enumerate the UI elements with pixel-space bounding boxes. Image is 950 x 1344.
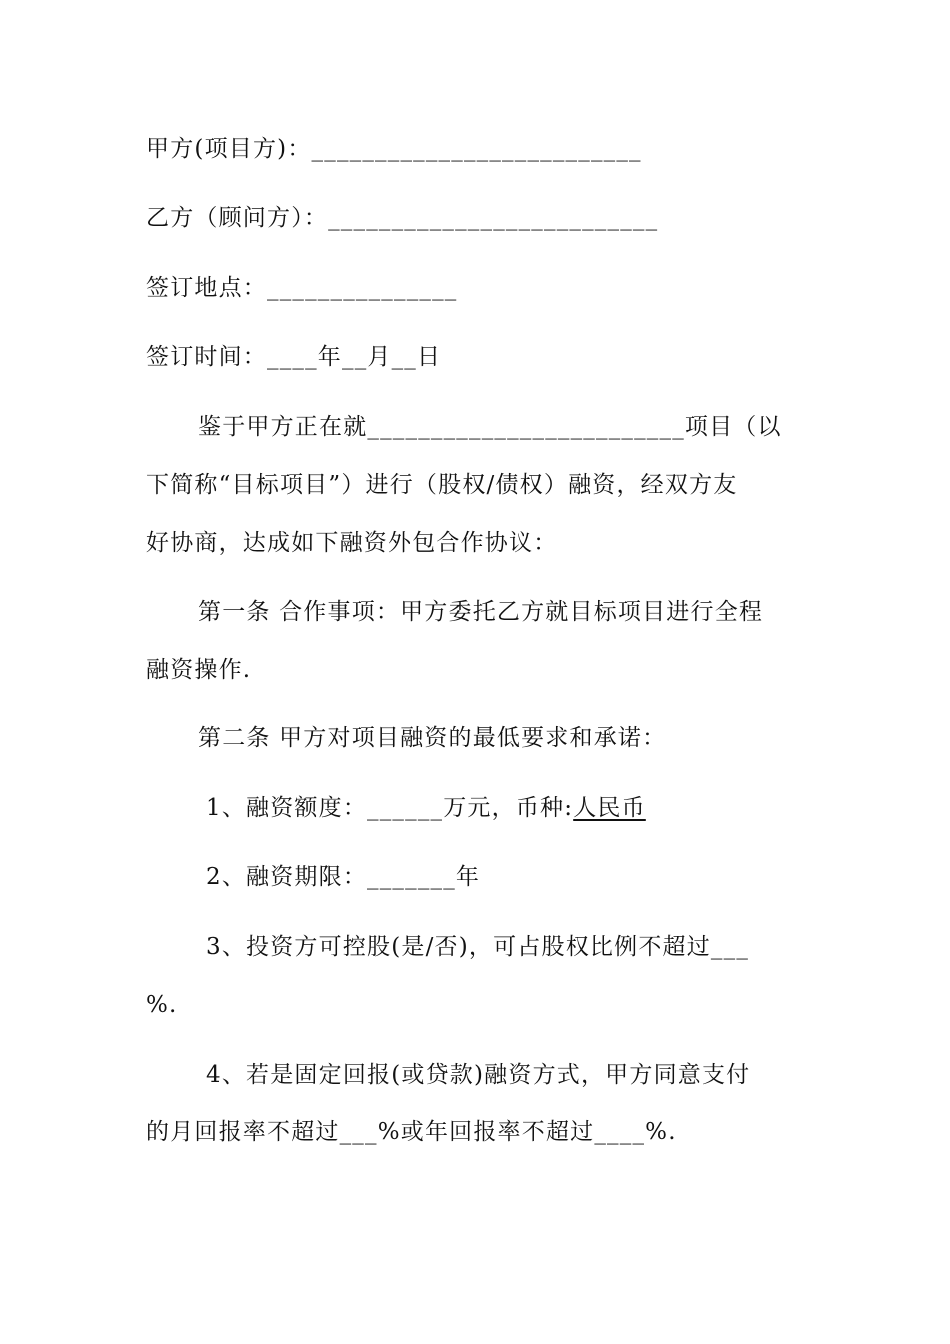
article-2-heading: 第二条 甲方对项目融资的最低要求和承诺：: [198, 725, 667, 751]
preamble-line-3: 好协商，达成如下融资外包合作协议：: [146, 530, 558, 556]
article-2-item-4-line-2: 的月回报率不超过___%或年回报率不超过____%.: [146, 1119, 677, 1145]
preamble-line-2: 下简称“目标项目”）进行（股权/债权）融资，经双方友: [146, 472, 738, 498]
item-1-text: 1、融资额度：______万元，币种:: [206, 795, 574, 821]
sign-time-line: 签订时间：____年__月__日: [146, 344, 442, 370]
article-2-item-1: [206, 793, 806, 823]
article-2-item-3-line-1: 3、投资方可控股(是/否)，可占股权比例不超过___: [206, 934, 750, 960]
article-2-item-4-line-1: 4、若是固定回报(或贷款)融资方式，甲方同意支付: [206, 1062, 751, 1088]
article-1-line-1: 第一条 合作事项：甲方委托乙方就目标项目进行全程: [198, 599, 764, 625]
party-a-line: 甲方(项目方)：__________________________: [146, 136, 642, 162]
currency-value: 人民币: [573, 795, 646, 821]
article-1-line-2: 融资操作.: [146, 657, 252, 683]
article-2-item-3-line-2: %.: [146, 992, 178, 1018]
sign-place-line: 签订地点：_______________: [146, 275, 458, 301]
preamble-line-1: 鉴于甲方正在就_________________________项目（以: [198, 414, 782, 440]
party-b-line: 乙方（顾问方）：__________________________: [146, 205, 659, 231]
article-2-item-2: 2、融资期限：_______年: [206, 864, 481, 890]
